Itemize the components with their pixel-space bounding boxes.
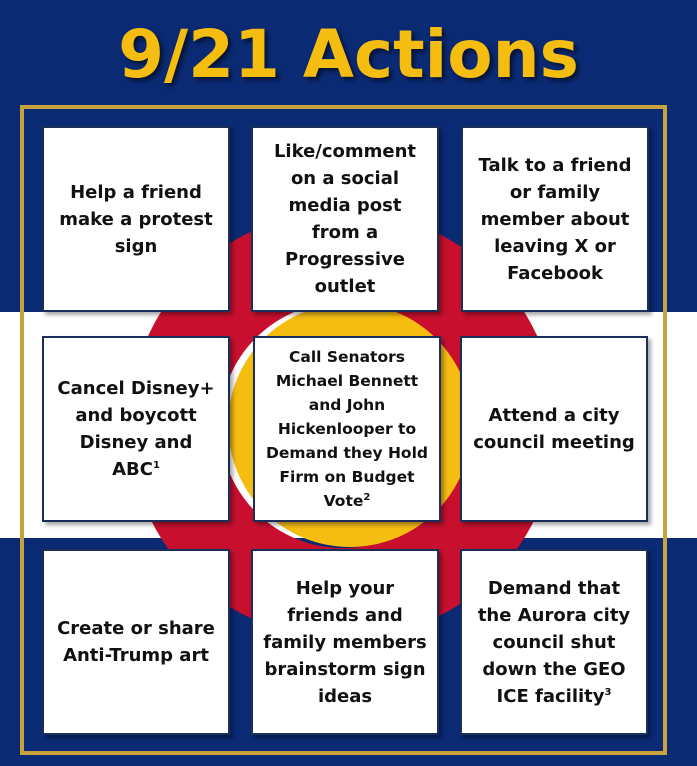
footnote-marker: 1 — [152, 460, 160, 471]
action-card-geo-ice-facility — [460, 549, 648, 735]
action-card-text: Create or share Anti-Trump art — [57, 618, 215, 666]
action-card-protest-sign — [42, 126, 230, 312]
action-card-text: Help a friend make a protest sign — [59, 181, 213, 257]
footnote-marker: 2 — [363, 491, 371, 503]
action-card-brainstorm-signs — [251, 549, 439, 735]
action-card-leave-x-facebook — [461, 126, 649, 312]
page-title: 9/21 Actions — [118, 16, 579, 93]
action-card-anti-trump-art — [42, 549, 230, 735]
action-card-text: Like/comment on a social media post from a Progressive outlet — [273, 141, 417, 297]
action-card-text: Attend a city council meeting — [473, 405, 635, 453]
action-card-social-media — [251, 126, 439, 312]
action-card-text: Talk to a friend or family member about leaving X or Facebook — [478, 154, 632, 284]
footnote-marker: 3 — [604, 686, 612, 698]
action-card-text: Cancel Disney+ and boycott Disney and ABC$^1$ — [57, 378, 215, 480]
action-card-text: Call Senators Michael Bennett and John Hickenlooper to Demand they Hold Firm on Budget Vote$^2$ — [265, 348, 428, 510]
action-card-text: Help your friends and family members brainstorm sign ideas — [263, 577, 427, 707]
action-card-boycott-disney — [42, 336, 230, 522]
action-card-text: Demand that the Aurora city council shut down the GEO ICE facility$^3$ — [477, 577, 631, 707]
action-card-call-senators — [253, 336, 441, 522]
action-card-city-council — [460, 336, 648, 522]
